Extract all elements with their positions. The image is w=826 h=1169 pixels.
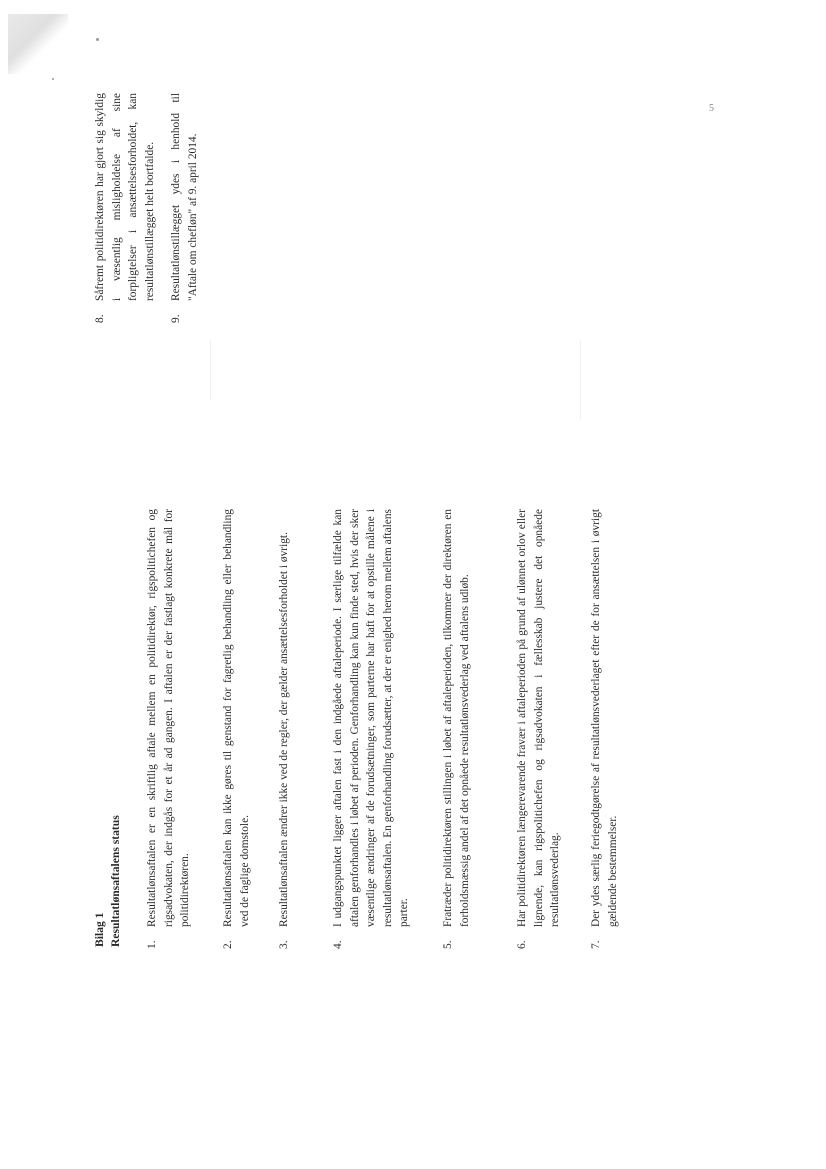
item-text: Resultatlønsaftalen kan ikke gøres til genstand for fagretlig behandling eller behandling ved de faglige domstole. — [222, 509, 251, 927]
item-number: 8. — [94, 314, 106, 323]
annex-label: Bilag 1 — [93, 912, 106, 947]
item-text: Har politidirektøren længerevarende fravær i aftaleperioden på grund af ulønnet orlov eller lignende, kan rigspolitichefen og rigsadvokaten i fællesskab justere det opnåede resultatlønsvederlag. — [516, 509, 562, 927]
item-text: I udgangspunktet ligger aftalen fast i den indgåede aftaleperiode. I særlige tilfælde kan aftalen genforhandles i løbet af perioden. Genforhandling kan kun finde sted, hvis der sker væsentlige ændringer af de forudsætninger, som parterne har haft for at opstille målene i resultatlønsaftalen. En genforhandling forudsætter, at der er enighed herom mellem aftalens parter. — [332, 509, 411, 927]
document-title: Resultatlønsaftalens status — [109, 815, 122, 947]
item-text: Resultatlønsaftalen er en skriftlig aftale mellem en politidirektør, rigspolitichefen og rigsadvokaten, der indgås for et år ad gangen. I aftalen er der fastlagt konkrete mål for politidirektøren. — [146, 509, 192, 927]
document-heading — [92, 815, 124, 947]
item-text: Der ydes særlig feriegodtgørelse af resultatlønsvederlaget efter de for ansættelsen i øvrigt gældende bestemmelser. — [590, 509, 619, 927]
item-text: Fratræder politidirektøren stillingen i løbet af aftaleperioden, tilkommer der direktøren en forholdsmæssig andel af det opnåede resultatlønsvederlag ved aftalens udløb. — [442, 509, 471, 927]
item-text: Resultatlønsaftalen ændrer ikke ved de regler, der gælder ansættelsesforholdet i øvrigt. — [278, 532, 290, 927]
item-number: 3. — [278, 940, 290, 949]
item-number: 4. — [332, 940, 344, 949]
item-number: 9. — [170, 314, 182, 323]
item-text: Såfremt politidirektøren har gjort sig skyldig i væsentlig misligholdelse af sine forpligtelser i ansættelsesforholdet, kan resultatlønstillægget helt bortfalde. — [94, 93, 156, 301]
item-number: 5. — [442, 940, 454, 949]
item-text: Resultatlønstillægget ydes i henhold til "Aftale om chefløn" af 9. april 2014. — [170, 93, 199, 301]
item-number: 2. — [222, 940, 234, 949]
item-number: 7. — [590, 940, 602, 949]
page-number: 5 — [709, 103, 714, 114]
item-number: 1. — [146, 940, 158, 949]
item-number: 6. — [516, 940, 528, 949]
